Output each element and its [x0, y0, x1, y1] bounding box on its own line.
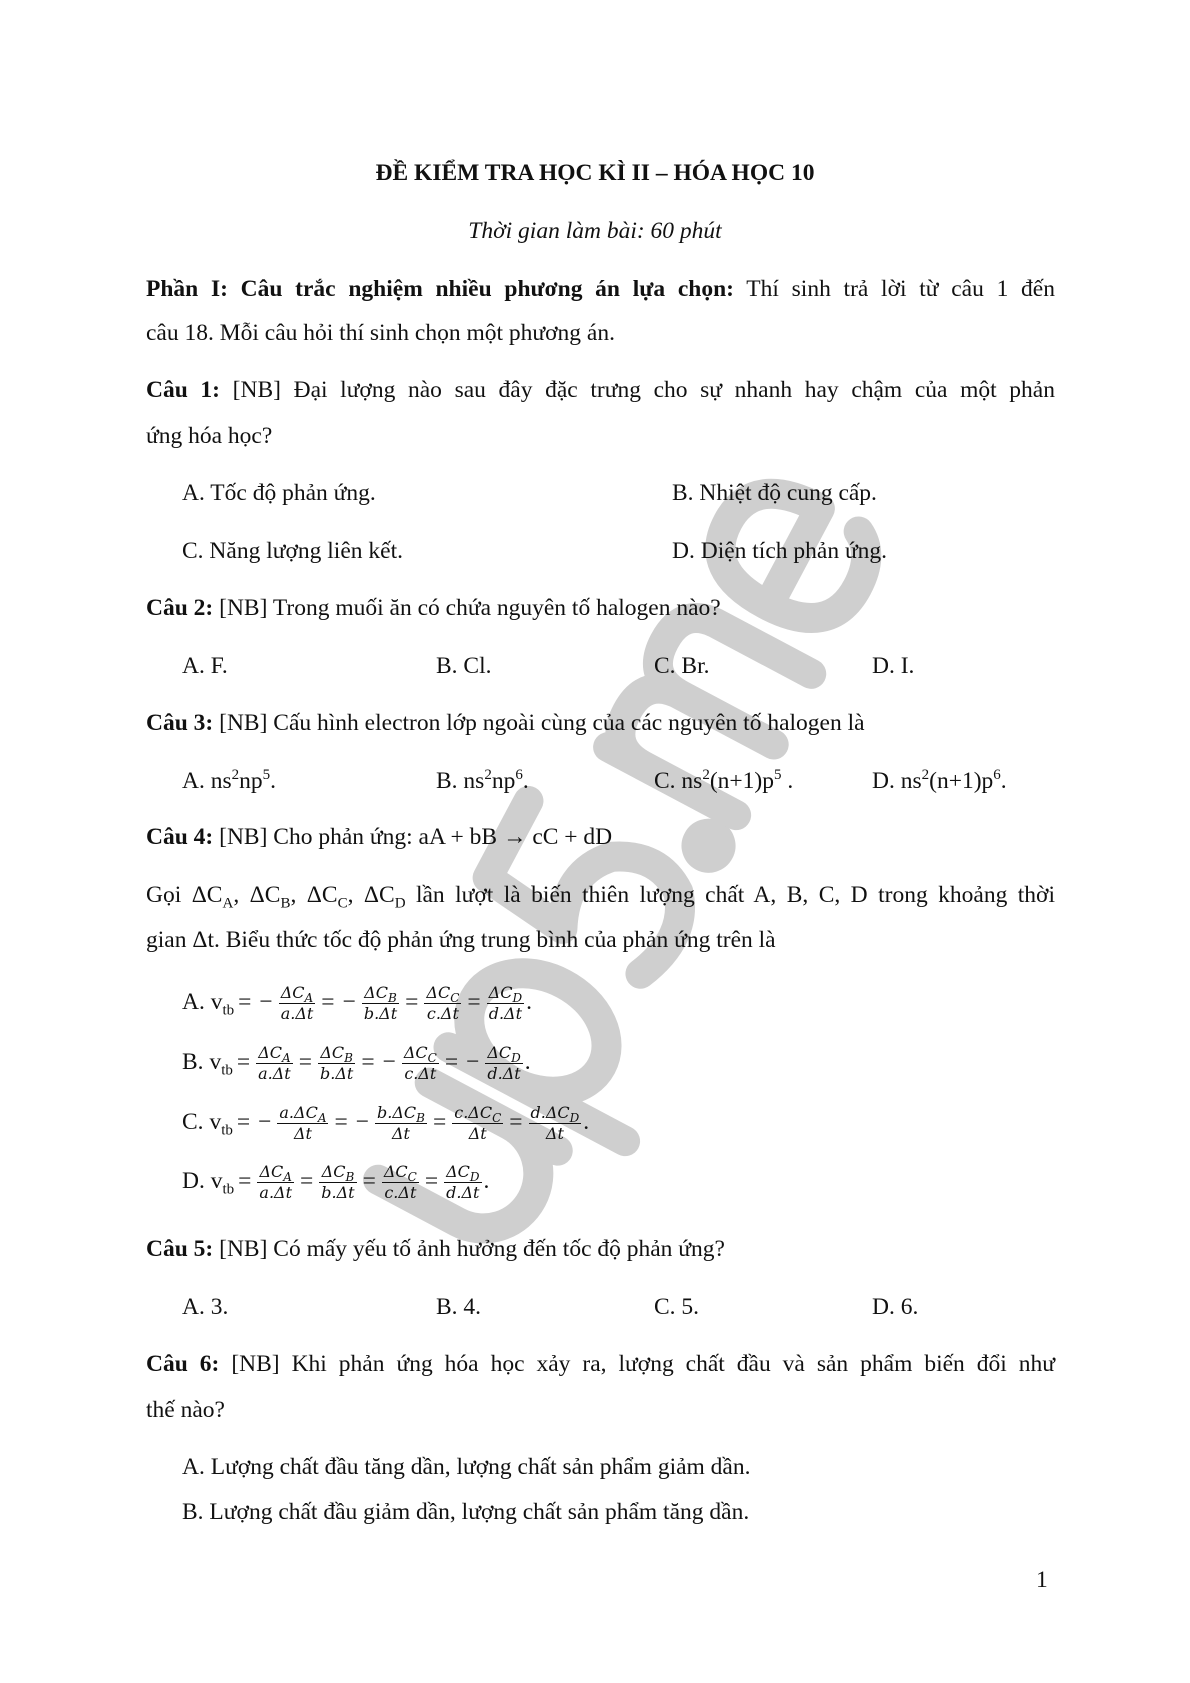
num-sub: C [492, 1111, 502, 1126]
question-4-line3: gian Δt. Biểu thức tốc độ phản ứng trung bình của phản ứng trên là [146, 927, 776, 953]
num-sub: B [344, 1051, 353, 1066]
fraction [485, 1043, 522, 1084]
numerator [452, 1103, 503, 1124]
num-text: ΔC [487, 1043, 512, 1063]
fraction [444, 1162, 481, 1203]
num-text: ΔC [320, 1043, 345, 1063]
num-text: ΔC [403, 1043, 428, 1063]
fraction [452, 1103, 503, 1144]
question-text: [NB] Cho phản ứng: aA + bB → cC + dD [213, 824, 613, 850]
denominator: a.Δt [259, 1183, 293, 1203]
option-letter: C. [182, 1109, 210, 1135]
num-sub: D [511, 1051, 521, 1066]
equals-sign: = [334, 1109, 348, 1135]
vtb-symbol [209, 1049, 233, 1079]
option-2d[interactable]: D. I. [872, 653, 915, 679]
numerator [375, 1103, 427, 1124]
fraction [279, 983, 316, 1024]
period: . [583, 1109, 590, 1135]
option-2b[interactable]: B. Cl. [436, 653, 492, 679]
question-4-line2 [146, 880, 1055, 910]
num-text: c.ΔC [454, 1103, 493, 1123]
equals-sign: = [238, 1168, 252, 1194]
option-1b[interactable]: B. Nhiệt độ cung cấp. [672, 480, 877, 506]
denominator: c.Δt [384, 1183, 417, 1203]
question-6 [146, 1349, 1055, 1379]
text-run: B [280, 895, 291, 912]
num-sub: A [304, 991, 314, 1006]
option-5c[interactable]: C. 5. [654, 1294, 700, 1320]
question-6-line2: thế nào? [146, 1397, 225, 1423]
fraction [375, 1103, 427, 1144]
vtb-sub: tb [221, 1062, 233, 1079]
numerator [318, 1043, 355, 1064]
minus-sign: − [355, 1109, 370, 1135]
text-run: . [522, 768, 529, 794]
option-3d[interactable] [872, 766, 1007, 796]
num-sub: B [416, 1111, 425, 1126]
equals-sign: = [424, 1168, 439, 1194]
denominator: c.Δt [404, 1064, 437, 1084]
text-run: 6 [993, 767, 1001, 784]
num-sub: A [283, 1170, 292, 1185]
question-text: [NB] Cấu hình electron lớp ngoài cùng của các nguyên tố halogen là [213, 710, 865, 736]
denominator: Δt [293, 1124, 312, 1144]
denominator: d.Δt [446, 1183, 480, 1203]
num-sub: B [387, 991, 397, 1006]
option-3a[interactable] [182, 766, 276, 796]
num-sub: D [569, 1111, 580, 1126]
equals-sign: = [300, 1168, 314, 1194]
vtb-v: v [210, 1168, 223, 1194]
num-sub: C [427, 1051, 437, 1066]
vtb-sub: tb [221, 1122, 233, 1139]
text-run: A [222, 895, 234, 912]
text-run: C. ns [654, 768, 703, 794]
num-sub: A [317, 1111, 327, 1126]
fraction [318, 1043, 355, 1084]
option-6a[interactable]: A. Lượng chất đầu tăng dần, lượng chất sản phẩm giảm dần. [182, 1454, 751, 1480]
num-text: ΔC [426, 983, 451, 1003]
question-1-line2: ứng hóa học? [146, 423, 273, 449]
question-label: Câu 6: [146, 1351, 220, 1377]
fraction [424, 983, 461, 1024]
equals-sign: = [432, 1109, 447, 1135]
option-1c[interactable]: C. Năng lượng liên kết. [182, 538, 403, 564]
denominator: Δt [468, 1124, 487, 1144]
num-sub: B [345, 1170, 355, 1185]
option-letter: D. [182, 1168, 211, 1194]
formula-option-a[interactable] [182, 979, 532, 1025]
part-text-2: câu 18. Mỗi câu hỏi thí sinh chọn một phương án. [146, 320, 615, 346]
num-sub: D [469, 1170, 480, 1185]
fraction [319, 1162, 356, 1203]
text-run: 2 [921, 767, 930, 784]
text-run: D [394, 895, 406, 912]
period: . [483, 1168, 490, 1194]
vtb-v: v [210, 989, 223, 1015]
denominator: c.Δt [426, 1004, 459, 1024]
equals-sign: = [362, 1168, 376, 1194]
num-text: ΔC [259, 1162, 284, 1182]
text-run: D. ns [872, 768, 922, 794]
option-2c[interactable]: C. Br. [654, 653, 710, 679]
text-run: (n+1)p [709, 768, 774, 794]
num-text: ΔC [446, 1162, 470, 1182]
page-title: ĐỀ KIỂM TRA HỌC KÌ II – HÓA HỌC 10 [375, 160, 815, 186]
question-label: Câu 1: [146, 377, 221, 403]
option-letter: A. [182, 989, 211, 1015]
fraction [362, 983, 399, 1024]
vtb-symbol [210, 989, 235, 1019]
numerator [382, 1162, 419, 1183]
fraction [382, 1162, 419, 1203]
text-run: np [491, 768, 516, 794]
numerator [257, 1162, 294, 1183]
denominator: b.Δt [363, 1004, 398, 1024]
question-text: [NB] Đại lượng nào sau đây đặc trưng cho sự nhanh hay chậm của một phản [220, 377, 1055, 403]
equals-sign: = [298, 1049, 312, 1075]
option-3b[interactable] [436, 766, 529, 796]
num-text: a.ΔC [279, 1103, 318, 1123]
text-run: , ΔC [233, 882, 281, 908]
vtb-v: v [209, 1109, 222, 1135]
num-text: d.ΔC [530, 1103, 570, 1123]
numerator [529, 1103, 582, 1124]
num-text: ΔC [383, 1162, 408, 1182]
minus-sign: − [259, 989, 273, 1015]
num-text: ΔC [258, 1043, 282, 1063]
text-run: 5 [262, 767, 271, 784]
fraction [402, 1043, 439, 1084]
denominator: Δt [545, 1124, 564, 1144]
text-run: 5 [773, 767, 782, 784]
fraction [257, 1162, 294, 1203]
denominator: d.Δt [488, 1004, 523, 1024]
question-4 [146, 822, 612, 852]
num-sub: C [407, 1170, 417, 1185]
numerator [485, 1043, 522, 1064]
page-number: 1 [1036, 1567, 1048, 1593]
fraction [529, 1103, 582, 1144]
option-5a[interactable]: A. 3. [182, 1294, 229, 1320]
numerator [444, 1162, 481, 1183]
denominator: d.Δt [487, 1064, 521, 1084]
equals-sign: = [236, 1109, 251, 1135]
formula-option-c[interactable] [182, 1099, 589, 1145]
part-heading [146, 274, 1055, 304]
num-sub: D [512, 991, 523, 1006]
formula-option-d[interactable] [182, 1158, 489, 1204]
vtb-v: v [209, 1049, 222, 1075]
fraction [277, 1103, 328, 1144]
fraction [256, 1043, 293, 1084]
option-2a[interactable]: A. F. [182, 653, 228, 679]
question-3 [146, 708, 865, 738]
question-1 [146, 375, 1055, 405]
text-run: np [239, 768, 263, 794]
text-run: Gọi ΔC [146, 882, 223, 908]
text-run: . [270, 768, 276, 794]
minus-sign: − [342, 989, 356, 1015]
vtb-symbol [210, 1168, 235, 1198]
numerator [402, 1043, 439, 1064]
option-letter: B. [182, 1049, 210, 1075]
equals-sign: = [361, 1049, 375, 1075]
numerator [277, 1103, 328, 1124]
text-run: . [1000, 768, 1007, 794]
num-text: ΔC [364, 983, 388, 1003]
minus-sign: − [466, 1049, 480, 1075]
text-run: 2 [231, 767, 240, 784]
question-2 [146, 593, 721, 623]
fraction [487, 983, 524, 1024]
numerator [362, 983, 399, 1004]
option-6b[interactable]: B. Lượng chất đầu giảm dần, lượng chất sản phẩm tăng dần. [182, 1499, 750, 1525]
text-run: , ΔC [290, 882, 338, 908]
equals-sign: = [509, 1109, 523, 1135]
vtb-sub: tb [222, 1181, 235, 1198]
question-label: Câu 4: [146, 824, 214, 850]
option-1d[interactable]: D. Diện tích phản ứng. [672, 538, 888, 564]
equals-sign: = [321, 989, 335, 1015]
equals-sign: = [238, 989, 252, 1015]
option-1a[interactable]: A. Tốc độ phản ứng. [182, 480, 376, 506]
num-text: b.ΔC [377, 1103, 417, 1123]
question-5 [146, 1234, 725, 1264]
equals-sign: = [467, 989, 481, 1015]
text-run: 6 [515, 767, 523, 784]
part-label: Phần I: Câu trắc nghiệm nhiều phương án lựa chọn: [146, 276, 734, 302]
text-run: C [337, 895, 348, 912]
text-run: A. ns [182, 768, 232, 794]
numerator [487, 983, 524, 1004]
denominator: a.Δt [258, 1064, 291, 1084]
num-text: ΔC [280, 983, 305, 1003]
text-run: 2 [484, 767, 492, 784]
option-5b[interactable]: B. 4. [436, 1294, 482, 1320]
vtb-sub: tb [222, 1002, 235, 1019]
numerator [256, 1043, 293, 1064]
text-run: , ΔC [347, 882, 395, 908]
numerator [319, 1162, 356, 1183]
period: . [526, 989, 532, 1015]
formula-option-b[interactable] [182, 1039, 531, 1085]
denominator: b.Δt [321, 1183, 355, 1203]
question-text: [NB] Trong muối ăn có chứa nguyên tố halogen nào? [213, 595, 721, 621]
text-run: . [781, 768, 794, 794]
question-text: [NB] Khi phản ứng hóa học xảy ra, lượng chất đầu và sản phẩm biến đổi như [219, 1351, 1055, 1377]
numerator [279, 983, 316, 1004]
watermark-glyph-dot [692, 830, 724, 862]
minus-sign: − [382, 1049, 396, 1075]
question-label: Câu 5: [146, 1236, 214, 1262]
equals-sign: = [236, 1049, 251, 1075]
text-run: B. ns [436, 768, 485, 794]
denominator: Δt [392, 1124, 410, 1144]
question-label: Câu 3: [146, 710, 214, 736]
option-3c[interactable] [654, 766, 793, 796]
text-run: (n+1)p [929, 768, 994, 794]
question-text: [NB] Có mấy yếu tố ảnh hưởng đến tốc độ phản ứng? [213, 1236, 725, 1262]
num-sub: A [281, 1051, 291, 1066]
option-5d[interactable]: D. 6. [872, 1294, 919, 1320]
num-sub: C [450, 991, 460, 1006]
question-label: Câu 2: [146, 595, 214, 621]
numerator [424, 983, 461, 1004]
num-text: ΔC [488, 983, 513, 1003]
part-text: Thí sinh trả lời từ câu 1 đến [733, 276, 1055, 302]
denominator: a.Δt [280, 1004, 314, 1024]
vtb-symbol [209, 1109, 233, 1139]
denominator: b.Δt [320, 1064, 354, 1084]
text-run: 2 [702, 767, 710, 784]
equals-sign: = [444, 1049, 459, 1075]
num-text: ΔC [321, 1162, 346, 1182]
page-subtitle: Thời gian làm bài: 60 phút [468, 218, 722, 244]
period: . [524, 1049, 531, 1075]
equals-sign: = [405, 989, 419, 1015]
minus-sign: − [258, 1109, 272, 1135]
text-run: lần lượt là biến thiên lượng chất A, B, C, D trong khoảng thời [405, 882, 1055, 908]
